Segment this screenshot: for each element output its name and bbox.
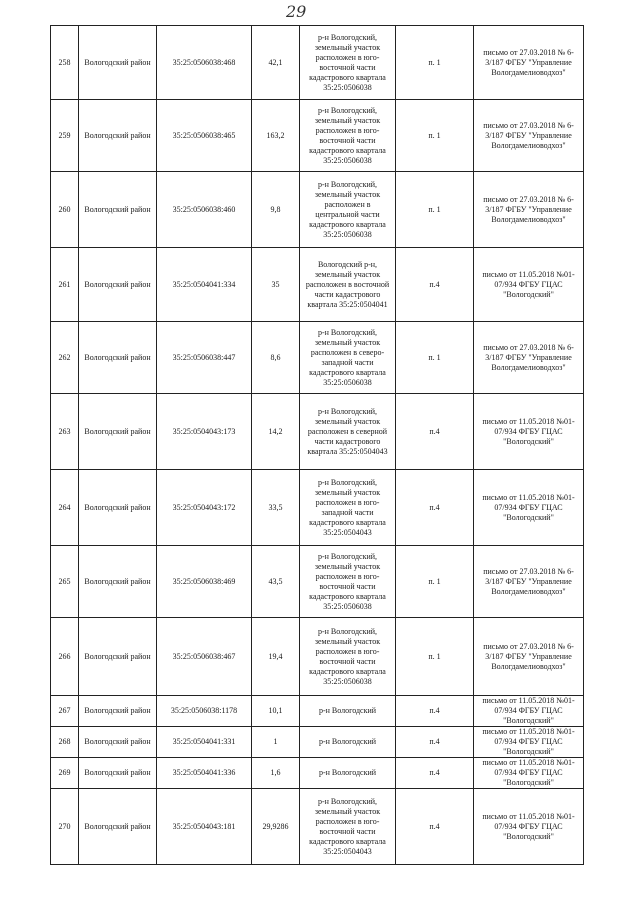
cell-clause: п. 1 [396,100,474,172]
cell-cadastral: 35:25:0506038:467 [157,618,252,696]
cell-area: 8,6 [252,322,300,394]
cell-district: Вологодский район [79,696,157,727]
cell-cadastral: 35:25:0504043:173 [157,394,252,470]
cell-district: Вологодский район [79,172,157,248]
cell-location: р-н Вологодский [300,696,396,727]
cell-clause: п. 1 [396,546,474,618]
cell-area: 10,1 [252,696,300,727]
cell-document: письмо от 11.05.2018 №01-07/934 ФГБУ ГЦАС "Вологодский" [474,470,584,546]
cell-area: 35 [252,248,300,322]
cell-num: 266 [51,618,79,696]
cell-location: р-н Вологодский, земельный участок расположен в юго-восточной части кадастрового квартала 35:25:0506038 [300,618,396,696]
cell-document: письмо от 27.03.2018 № 6-3/187 ФГБУ "Управление Вологдамелиоводхоз" [474,546,584,618]
cell-district: Вологодский район [79,758,157,789]
cell-document: письмо от 11.05.2018 №01-07/934 ФГБУ ГЦАС "Вологодский" [474,727,584,758]
cell-clause: п.4 [396,394,474,470]
land-plots-table [50,25,584,865]
cell-clause: п.4 [396,789,474,865]
cell-document: письмо от 11.05.2018 №01-07/934 ФГБУ ГЦАС "Вологодский" [474,789,584,865]
cell-area: 42,1 [252,26,300,100]
table-row [51,696,584,727]
cell-document: письмо от 27.03.2018 № 6-3/187 ФГБУ "Управление Вологдамелиоводхоз" [474,322,584,394]
cell-location: р-н Вологодский, земельный участок расположен в центральной части кадастрового квартала 35:25:0506038 [300,172,396,248]
cell-location: р-н Вологодский, земельный участок расположен в юго-восточной части кадастрового квартала 35:25:0506038 [300,546,396,618]
cell-num: 262 [51,322,79,394]
cell-area: 43,5 [252,546,300,618]
table-row [51,394,584,470]
cell-num: 270 [51,789,79,865]
cell-area: 9,8 [252,172,300,248]
cell-cadastral: 35:25:0504041:331 [157,727,252,758]
cell-cadastral: 35:25:0506038:468 [157,26,252,100]
cell-num: 269 [51,758,79,789]
cell-document: письмо от 11.05.2018 №01-07/934 ФГБУ ГЦАС "Вологодский" [474,758,584,789]
table-row [51,546,584,618]
cell-area: 29,9286 [252,789,300,865]
cell-document: письмо от 27.03.2018 № 6-3/187 ФГБУ "Управление Вологдамелиоводхоз" [474,26,584,100]
cell-cadastral: 35:25:0506038:460 [157,172,252,248]
cell-document: письмо от 27.03.2018 № 6-3/187 ФГБУ "Управление Вологдамелиоводхоз" [474,172,584,248]
cell-document: письмо от 27.03.2018 № 6-3/187 ФГБУ "Управление Вологдамелиоводхоз" [474,100,584,172]
cell-district: Вологодский район [79,618,157,696]
cell-district: Вологодский район [79,546,157,618]
table-row [51,789,584,865]
cell-district: Вологодский район [79,727,157,758]
cell-district: Вологодский район [79,394,157,470]
page-number: 29 [286,2,307,21]
cell-num: 259 [51,100,79,172]
cell-area: 1,6 [252,758,300,789]
cell-num: 264 [51,470,79,546]
cell-cadastral: 35:25:0504043:181 [157,789,252,865]
cell-cadastral: 35:25:0504041:334 [157,248,252,322]
cell-location: р-н Вологодский, земельный участок расположен в юго-восточной части кадастрового квартала 35:25:0506038 [300,100,396,172]
cell-area: 19,4 [252,618,300,696]
cell-document: письмо от 11.05.2018 №01-07/934 ФГБУ ГЦАС "Вологодский" [474,248,584,322]
cell-location: р-н Вологодский, земельный участок расположен в северо-западной части кадастрового квартала 35:25:0506038 [300,322,396,394]
cell-area: 1 [252,727,300,758]
cell-location: р-н Вологодский, земельный участок расположен в юго-восточной части кадастрового квартала 35:25:0504043 [300,789,396,865]
table-row [51,322,584,394]
cell-num: 268 [51,727,79,758]
table-row [51,758,584,789]
cell-document: письмо от 11.05.2018 №01-07/934 ФГБУ ГЦАС "Вологодский" [474,394,584,470]
cell-district: Вологодский район [79,100,157,172]
cell-location: р-н Вологодский, земельный участок расположен в северной части кадастрового квартала 35:25:0504043 [300,394,396,470]
cell-cadastral: 35:25:0504043:172 [157,470,252,546]
cell-clause: п.4 [396,470,474,546]
cell-location: р-н Вологодский, земельный участок расположен в юго-восточной части кадастрового квартала 35:25:0506038 [300,26,396,100]
cell-location: р-н Вологодский, земельный участок расположен в юго-западной части кадастрового квартала 35:25:0504043 [300,470,396,546]
cell-clause: п.4 [396,758,474,789]
cell-district: Вологодский район [79,322,157,394]
cell-district: Вологодский район [79,789,157,865]
cell-clause: п. 1 [396,172,474,248]
cell-num: 261 [51,248,79,322]
table-row [51,26,584,100]
table-body [51,26,584,865]
cell-document: письмо от 27.03.2018 № 6-3/187 ФГБУ "Управление Вологдамелиоводхоз" [474,618,584,696]
cell-num: 267 [51,696,79,727]
table-row [51,470,584,546]
cell-location: р-н Вологодский [300,758,396,789]
cell-clause: п.4 [396,727,474,758]
cell-area: 163,2 [252,100,300,172]
cell-num: 258 [51,26,79,100]
cell-area: 33,5 [252,470,300,546]
cell-cadastral: 35:25:0506038:1178 [157,696,252,727]
cell-clause: п.4 [396,696,474,727]
cell-location: Вологодский р-н, земельный участок расположен в восточной части кадастрового квартала 35:25:0504041 [300,248,396,322]
cell-cadastral: 35:25:0506038:447 [157,322,252,394]
table-row [51,248,584,322]
table-row [51,727,584,758]
cell-cadastral: 35:25:0506038:465 [157,100,252,172]
cell-num: 265 [51,546,79,618]
cell-district: Вологодский район [79,248,157,322]
cell-num: 260 [51,172,79,248]
cell-clause: п. 1 [396,618,474,696]
cell-num: 263 [51,394,79,470]
cell-clause: п. 1 [396,26,474,100]
cell-location: р-н Вологодский [300,727,396,758]
cell-clause: п.4 [396,248,474,322]
table-row [51,172,584,248]
table-row [51,100,584,172]
cell-district: Вологодский район [79,470,157,546]
cell-document: письмо от 11.05.2018 №01-07/934 ФГБУ ГЦАС "Вологодский" [474,696,584,727]
cell-cadastral: 35:25:0506038:469 [157,546,252,618]
cell-district: Вологодский район [79,26,157,100]
cell-cadastral: 35:25:0504041:336 [157,758,252,789]
table-row [51,618,584,696]
cell-area: 14,2 [252,394,300,470]
cell-clause: п. 1 [396,322,474,394]
